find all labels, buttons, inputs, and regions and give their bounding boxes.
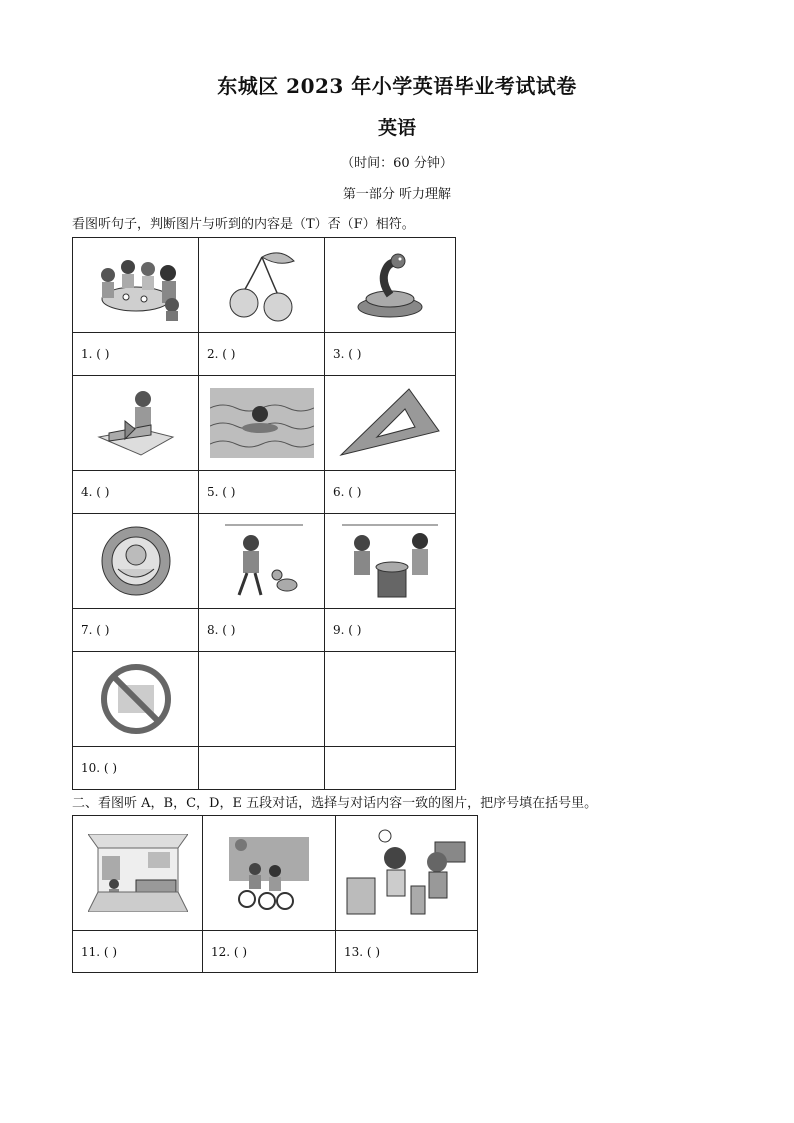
girl-and-boy-in-room-image	[345, 828, 469, 918]
item-13-picture	[336, 816, 478, 931]
boy-and-girl-at-bin-image	[338, 521, 442, 601]
listening-table-1	[72, 237, 456, 790]
item-10-picture	[73, 652, 199, 747]
no-smoking-sign-image	[98, 661, 174, 737]
exam-subject: 英语	[377, 117, 416, 139]
item-2-label[interactable]: 2. ( )	[199, 333, 325, 376]
section2-instruction: 二、看图听 A，B，C，D，E 五段对话，选择与对话内容一致的图片，把序号填在括号里。	[72, 796, 598, 811]
item-3-label[interactable]: 3. ( )	[325, 333, 456, 376]
bedroom-scene-image	[88, 834, 188, 912]
exam-title: 东城区 2023 年小学英语毕业考试试卷	[217, 74, 577, 98]
item-8-picture	[199, 514, 325, 609]
item-1-picture	[73, 238, 199, 333]
item-7-label[interactable]: 7. ( )	[73, 609, 199, 652]
exam-time: （时间：60 分钟）	[341, 156, 453, 171]
boy-with-model-plane-image	[91, 385, 181, 461]
item-4-picture	[73, 376, 199, 471]
section1-instruction: 看图听句子，判断图片与听到的内容是（T）否（F）相符。	[72, 217, 415, 232]
item-6-picture	[325, 376, 456, 471]
part-heading: 第一部分 听力理解	[342, 187, 452, 202]
cherries-image	[222, 247, 302, 323]
world-earth-day-badge-image	[98, 523, 174, 599]
item-5-label[interactable]: 5. ( )	[199, 471, 325, 514]
item-11-picture	[73, 816, 203, 931]
empty-picture-cell	[199, 652, 325, 747]
triangle-ruler-image	[335, 385, 445, 461]
empty-picture-cell	[325, 652, 456, 747]
item-6-label[interactable]: 6. ( )	[325, 471, 456, 514]
item-12-label[interactable]: 12. ( )	[203, 931, 336, 973]
boy-feeding-dog-image	[217, 521, 307, 601]
item-3-picture	[325, 238, 456, 333]
item-7-picture	[73, 514, 199, 609]
kids-on-bicycles-image	[227, 833, 311, 913]
item-4-label[interactable]: 4. ( )	[73, 471, 199, 514]
family-dinner-table-image	[86, 247, 186, 323]
item-10-label[interactable]: 10. ( )	[73, 747, 199, 790]
item-2-picture	[199, 238, 325, 333]
empty-label-cell	[325, 747, 456, 790]
item-8-label[interactable]: 8. ( )	[199, 609, 325, 652]
empty-label-cell	[199, 747, 325, 790]
item-9-label[interactable]: 9. ( )	[325, 609, 456, 652]
snake-image	[350, 247, 430, 323]
item-12-picture	[203, 816, 336, 931]
item-5-picture	[199, 376, 325, 471]
item-13-label[interactable]: 13. ( )	[336, 931, 478, 973]
listening-table-2	[72, 815, 478, 973]
boy-swimming-image	[210, 388, 314, 458]
item-11-label[interactable]: 11. ( )	[73, 931, 203, 973]
item-1-label[interactable]: 1. ( )	[73, 333, 199, 376]
item-9-picture	[325, 514, 456, 609]
